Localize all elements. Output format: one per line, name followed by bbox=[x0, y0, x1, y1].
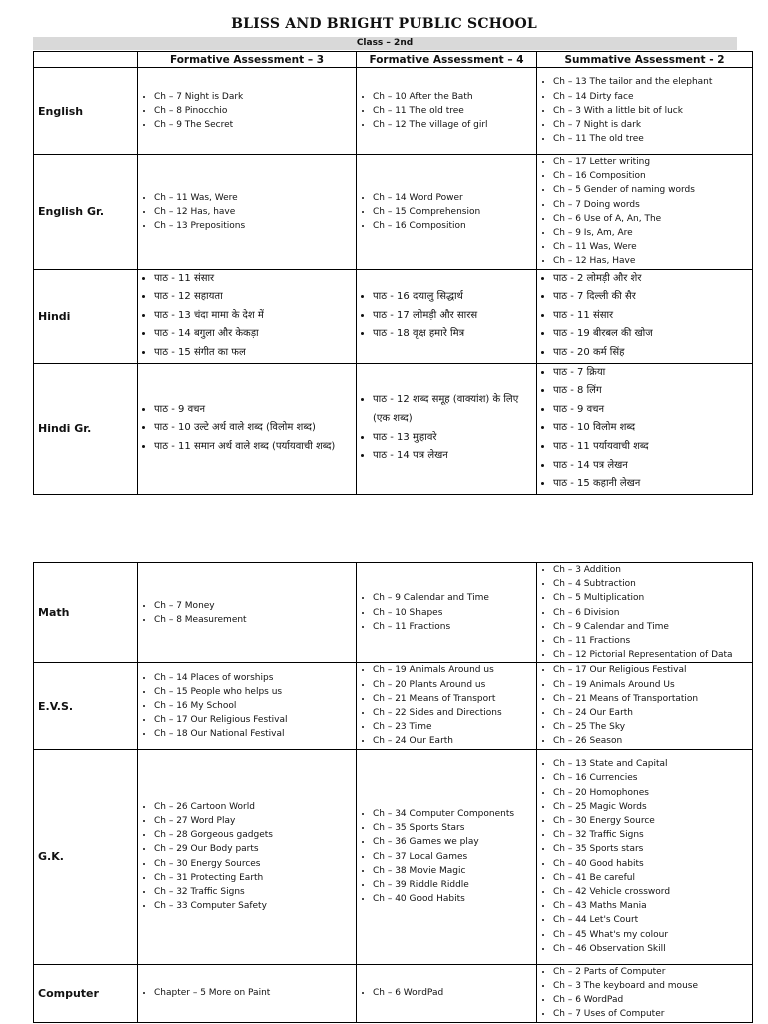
topic-list bbox=[357, 391, 536, 465]
topic-item: • पाठ - 17 लोमड़ी और सारस bbox=[373, 307, 536, 326]
cell-fa4 bbox=[357, 155, 537, 270]
topic-list bbox=[138, 599, 356, 627]
topic-item: • Ch – 35 Sports Stars bbox=[373, 821, 536, 835]
cell-fa4 bbox=[357, 563, 537, 663]
topic-item: • पाठ - 15 संगीत का फल bbox=[154, 344, 356, 363]
topic-list bbox=[138, 800, 356, 914]
topic-item: • Ch – 26 Season bbox=[553, 734, 752, 748]
topic-item: • Ch – 34 Computer Components bbox=[373, 807, 536, 821]
subject-name: Hindi bbox=[34, 269, 138, 363]
topic-item: • पाठ - 20 कर्म सिंह bbox=[553, 344, 752, 363]
topic-item: • पाठ - 14 पत्र लेखन bbox=[373, 447, 536, 466]
topic-item: • Chapter – 5 More on Paint bbox=[154, 986, 356, 1000]
topic-item: • Ch – 9 Calendar and Time bbox=[553, 620, 752, 634]
topic-item: • Ch – 30 Energy Sources bbox=[154, 857, 356, 871]
topic-item: • Ch – 14 Dirty face bbox=[553, 90, 752, 104]
subject-name: Computer bbox=[34, 964, 138, 1022]
topic-item: • Ch – 21 Means of Transport bbox=[373, 692, 536, 706]
topic-item: • Ch – 28 Gorgeous gadgets bbox=[154, 828, 356, 842]
topic-item: • Ch – 33 Computer Safety bbox=[154, 899, 356, 913]
topic-item: • Ch – 6 Use of A, An, The bbox=[553, 212, 752, 226]
topic-item: • पाठ - 13 चंदा मामा के देश में bbox=[154, 307, 356, 326]
topic-item: • Ch – 6 Division bbox=[553, 606, 752, 620]
subject-row bbox=[34, 563, 753, 663]
topic-item: • Ch – 11 Fractions bbox=[553, 634, 752, 648]
topic-item: • पाठ - 11 संसार bbox=[553, 307, 752, 326]
topic-list bbox=[138, 671, 356, 742]
topic-item: • Ch – 3 Addition bbox=[553, 563, 752, 577]
topic-item: • Ch – 11 The old tree bbox=[553, 132, 752, 146]
topic-item: • पाठ - 2 लोमड़ी और शेर bbox=[553, 270, 752, 289]
subject-row bbox=[34, 749, 753, 964]
cell-fa3 bbox=[138, 663, 357, 749]
topic-item: • पाठ - 14 बगुला और केकड़ा bbox=[154, 325, 356, 344]
topic-list bbox=[138, 401, 356, 457]
topic-item: • Ch – 22 Sides and Directions bbox=[373, 706, 536, 720]
topic-item: • पाठ - 8 लिंग bbox=[553, 382, 752, 401]
topic-item: • Ch – 3 The keyboard and mouse bbox=[553, 979, 752, 993]
cell-fa3 bbox=[138, 68, 357, 155]
subject-row bbox=[34, 363, 753, 494]
topic-item: • Ch – 2 Parts of Computer bbox=[553, 965, 752, 979]
topic-list bbox=[537, 155, 752, 269]
cell-fa3 bbox=[138, 269, 357, 363]
topic-item: • Ch – 45 What's my colour bbox=[553, 928, 752, 942]
topic-item: • पाठ - 7 दिल्ली की सैर bbox=[553, 288, 752, 307]
topic-item: • Ch – 36 Games we play bbox=[373, 835, 536, 849]
topic-item: • Ch – 9 The Secret bbox=[154, 118, 356, 132]
cell-sa2 bbox=[537, 363, 753, 494]
topic-item: • Ch – 19 Animals Around Us bbox=[553, 678, 752, 692]
cell-sa2 bbox=[537, 964, 753, 1022]
topic-item: • Ch – 26 Cartoon World bbox=[154, 800, 356, 814]
topic-item: • Ch – 4 Subtraction bbox=[553, 577, 752, 591]
topic-item: • Ch – 20 Plants Around us bbox=[373, 678, 536, 692]
topic-item: • Ch – 40 Good habits bbox=[553, 857, 752, 871]
topic-item: • Ch – 7 Uses of Computer bbox=[553, 1007, 752, 1021]
subject-name: Math bbox=[34, 563, 138, 663]
cell-sa2 bbox=[537, 68, 753, 155]
topic-item: • Ch – 37 Local Games bbox=[373, 850, 536, 864]
topic-item: • पाठ - 13 मुहावरे bbox=[373, 429, 536, 448]
topic-item: • Ch – 12 The village of girl bbox=[373, 118, 536, 132]
topic-item: • Ch – 17 Our Religious Festival bbox=[553, 663, 752, 677]
subject-name: English Gr. bbox=[34, 155, 138, 270]
topic-item: • Ch – 16 Composition bbox=[373, 219, 536, 233]
topic-item: • पाठ - 12 सहायता bbox=[154, 288, 356, 307]
subject-row bbox=[34, 269, 753, 363]
topic-list bbox=[357, 663, 536, 748]
topic-item: • Ch – 38 Movie Magic bbox=[373, 864, 536, 878]
topic-list bbox=[138, 191, 356, 234]
topic-item: • Ch – 11 Fractions bbox=[373, 620, 536, 634]
subject-header-cell bbox=[34, 52, 138, 68]
topic-item: • पाठ - 11 पर्यायवाची शब्द bbox=[553, 438, 752, 457]
topic-item: • Ch – 29 Our Body parts bbox=[154, 842, 356, 856]
subject-name: E.V.S. bbox=[34, 663, 138, 749]
topic-item: • Ch – 39 Riddle Riddle bbox=[373, 878, 536, 892]
topic-list bbox=[357, 591, 536, 634]
topic-item: • Ch – 24 Our Earth bbox=[373, 734, 536, 748]
cell-sa2 bbox=[537, 749, 753, 964]
topic-item: • Ch – 10 After the Bath bbox=[373, 90, 536, 104]
topic-item: • Ch – 3 With a little bit of luck bbox=[553, 104, 752, 118]
topic-item: • Ch – 11 The old tree bbox=[373, 104, 536, 118]
cell-sa2 bbox=[537, 663, 753, 749]
topic-item: • पाठ - 7 क्रिया bbox=[553, 364, 752, 383]
topic-item: • Ch – 19 Animals Around us bbox=[373, 663, 536, 677]
subject-name: English bbox=[34, 68, 138, 155]
topic-item: • Ch – 5 Multiplication bbox=[553, 591, 752, 605]
topic-item: • Ch – 12 Has, Have bbox=[553, 254, 752, 268]
topic-item: • Ch – 31 Protecting Earth bbox=[154, 871, 356, 885]
topic-item: • Ch – 6 WordPad bbox=[373, 986, 536, 1000]
header-row bbox=[34, 52, 753, 68]
cell-sa2 bbox=[537, 563, 753, 663]
topic-item: • Ch – 7 Night is dark bbox=[553, 118, 752, 132]
topic-item: • Ch – 25 Magic Words bbox=[553, 800, 752, 814]
topic-list bbox=[357, 807, 536, 906]
header-fa3: Formative Assessment – 3 bbox=[138, 52, 357, 68]
topic-item: • Ch – 20 Homophones bbox=[553, 786, 752, 800]
topic-item: • Ch – 8 Pinocchio bbox=[154, 104, 356, 118]
cell-fa4 bbox=[357, 68, 537, 155]
topic-item: • Ch – 30 Energy Source bbox=[553, 814, 752, 828]
topic-item: • Ch – 40 Good Habits bbox=[373, 892, 536, 906]
cell-fa4 bbox=[357, 269, 537, 363]
header-fa4: Formative Assessment – 4 bbox=[357, 52, 537, 68]
topic-item: • पाठ - 18 वृक्ष हमारे मित्र bbox=[373, 325, 536, 344]
topic-item: • Ch – 27 Word Play bbox=[154, 814, 356, 828]
topic-item: • Ch – 44 Let's Court bbox=[553, 913, 752, 927]
topic-item: • Ch – 16 My School bbox=[154, 699, 356, 713]
topic-item: • Ch – 16 Composition bbox=[553, 169, 752, 183]
topic-item: • Ch – 15 People who helps us bbox=[154, 685, 356, 699]
topic-item: • पाठ - 9 वचन bbox=[553, 401, 752, 420]
topic-list bbox=[357, 90, 536, 133]
topic-item: • Ch – 7 Night is Dark bbox=[154, 90, 356, 104]
syllabus-table-top bbox=[33, 51, 753, 495]
topic-item: • Ch – 15 Comprehension bbox=[373, 205, 536, 219]
topic-item: • Ch – 7 Doing words bbox=[553, 198, 752, 212]
topic-item: • Ch – 5 Gender of naming words bbox=[553, 183, 752, 197]
topic-item: • Ch – 42 Vehicle crossword bbox=[553, 885, 752, 899]
topic-list bbox=[357, 191, 536, 234]
topic-list bbox=[537, 270, 752, 363]
cell-fa3 bbox=[138, 749, 357, 964]
class-label: Class – 2nd bbox=[33, 37, 737, 50]
cell-fa4 bbox=[357, 749, 537, 964]
topic-item: • Ch – 6 WordPad bbox=[553, 993, 752, 1007]
topic-item: • Ch – 9 Is, Am, Are bbox=[553, 226, 752, 240]
topic-item: • Ch – 13 Prepositions bbox=[154, 219, 356, 233]
topic-item: • Ch – 23 Time bbox=[373, 720, 536, 734]
subject-row bbox=[34, 964, 753, 1022]
syllabus-table-bottom bbox=[33, 562, 753, 1023]
cell-fa3 bbox=[138, 155, 357, 270]
cell-fa3 bbox=[138, 363, 357, 494]
topic-item: • Ch – 46 Observation Skill bbox=[553, 942, 752, 956]
topic-item: • Ch – 12 Pictorial Representation of Data bbox=[553, 648, 752, 662]
topic-item: • पाठ - 16 दयालु सिद्धार्थ bbox=[373, 288, 536, 307]
topic-item: • Ch – 24 Our Earth bbox=[553, 706, 752, 720]
topic-item: • पाठ - 12 शब्द समूह (वाक्यांश) के लिए (एक शब्द) bbox=[373, 391, 536, 428]
topic-list bbox=[357, 288, 536, 344]
cell-sa2 bbox=[537, 155, 753, 270]
topic-item: • Ch – 8 Measurement bbox=[154, 613, 356, 627]
cell-fa4 bbox=[357, 964, 537, 1022]
topic-item: • Ch – 16 Currencies bbox=[553, 771, 752, 785]
topic-item: • Ch – 18 Our National Festival bbox=[154, 727, 356, 741]
topic-item: • Ch – 13 The tailor and the elephant bbox=[553, 75, 752, 89]
header-sa2: Summative Assessment - 2 bbox=[537, 52, 753, 68]
cell-fa3 bbox=[138, 964, 357, 1022]
topic-item: • Ch – 35 Sports stars bbox=[553, 842, 752, 856]
topic-list bbox=[537, 364, 752, 494]
topic-item: • Ch – 21 Means of Transportation bbox=[553, 692, 752, 706]
topic-item: • Ch – 10 Shapes bbox=[373, 606, 536, 620]
topic-item: • Ch – 14 Word Power bbox=[373, 191, 536, 205]
topic-item: • पाठ - 11 संसार bbox=[154, 270, 356, 289]
subject-name: Hindi Gr. bbox=[34, 363, 138, 494]
topic-list bbox=[537, 965, 752, 1022]
cell-fa4 bbox=[357, 663, 537, 749]
topic-list bbox=[138, 986, 356, 1000]
topic-item: • पाठ - 14 पत्र लेखन bbox=[553, 457, 752, 476]
topic-item: • पाठ - 10 उल्टे अर्थ वाले शब्द (विलोम शब्द) bbox=[154, 419, 356, 438]
subject-row bbox=[34, 663, 753, 749]
topic-list bbox=[537, 663, 752, 748]
topic-item: • पाठ - 15 कहानी लेखन bbox=[553, 475, 752, 494]
topic-item: • पाठ - 19 बीरबल की खोज bbox=[553, 325, 752, 344]
topic-list bbox=[357, 986, 536, 1000]
topic-item: • Ch – 17 Our Religious Festival bbox=[154, 713, 356, 727]
topic-list bbox=[537, 563, 752, 662]
topic-item: • Ch – 25 The Sky bbox=[553, 720, 752, 734]
topic-item: • Ch – 9 Calendar and Time bbox=[373, 591, 536, 605]
topic-item: • Ch – 14 Places of worships bbox=[154, 671, 356, 685]
topic-list bbox=[537, 75, 752, 146]
cell-sa2 bbox=[537, 269, 753, 363]
topic-item: • Ch – 11 Was, Were bbox=[154, 191, 356, 205]
topic-item: • पाठ - 11 समान अर्थ वाले शब्द (पर्यायवाची शब्द) bbox=[154, 438, 356, 457]
topic-item: • Ch – 7 Money bbox=[154, 599, 356, 613]
topic-item: • Ch – 32 Traffic Signs bbox=[553, 828, 752, 842]
school-title: BLISS AND BRIGHT PUBLIC SCHOOL bbox=[231, 16, 537, 32]
topic-item: • Ch – 32 Traffic Signs bbox=[154, 885, 356, 899]
topic-list bbox=[537, 757, 752, 956]
subject-row bbox=[34, 68, 753, 155]
topic-list bbox=[138, 270, 356, 363]
topic-item: • Ch – 13 State and Capital bbox=[553, 757, 752, 771]
topic-item: • पाठ - 9 वचन bbox=[154, 401, 356, 420]
topic-item: • Ch – 12 Has, have bbox=[154, 205, 356, 219]
topic-item: • Ch – 41 Be careful bbox=[553, 871, 752, 885]
topic-item: • पाठ - 10 विलोम शब्द bbox=[553, 419, 752, 438]
topic-item: • Ch – 11 Was, Were bbox=[553, 240, 752, 254]
cell-fa4 bbox=[357, 363, 537, 494]
subject-name: G.K. bbox=[34, 749, 138, 964]
subject-row bbox=[34, 155, 753, 270]
topic-item: • Ch – 17 Letter writing bbox=[553, 155, 752, 169]
topic-list bbox=[138, 90, 356, 133]
topic-item: • Ch – 43 Maths Mania bbox=[553, 899, 752, 913]
cell-fa3 bbox=[138, 563, 357, 663]
